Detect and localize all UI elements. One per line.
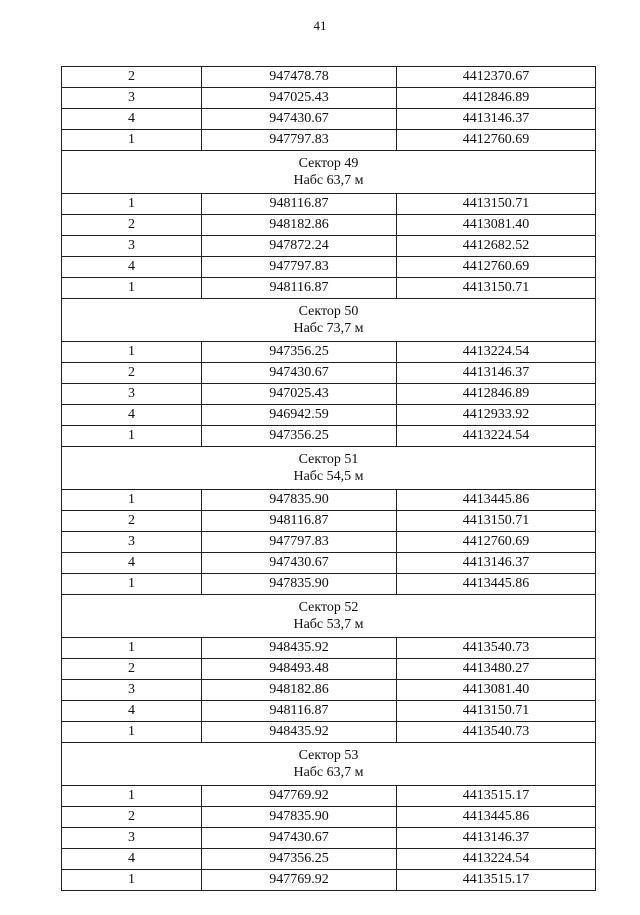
point-number-cell: 3	[62, 828, 202, 849]
point-number-cell: 3	[62, 384, 202, 405]
point-row	[62, 574, 596, 595]
point-row	[62, 67, 596, 88]
x-coordinate-cell: 948435.92	[202, 638, 397, 659]
point-number-cell: 3	[62, 680, 202, 701]
x-coordinate-cell: 947769.92	[202, 786, 397, 807]
y-coordinate-cell: 4413224.54	[397, 849, 596, 870]
point-number-cell: 4	[62, 849, 202, 870]
y-coordinate-cell: 4413224.54	[397, 342, 596, 363]
y-coordinate-cell: 4413081.40	[397, 215, 596, 236]
x-coordinate-cell: 948182.86	[202, 680, 397, 701]
sector-height: Набс 53,7 м	[293, 617, 364, 632]
point-number-cell: 4	[62, 109, 202, 130]
y-coordinate-cell: 4413445.86	[397, 490, 596, 511]
point-row	[62, 426, 596, 447]
point-row	[62, 490, 596, 511]
point-number-cell: 1	[62, 638, 202, 659]
sector-height: Набс 54,5 м	[293, 469, 364, 484]
x-coordinate-cell: 948435.92	[202, 722, 397, 743]
point-row	[62, 384, 596, 405]
coordinates-table	[61, 66, 596, 891]
y-coordinate-cell: 4413445.86	[397, 807, 596, 828]
x-coordinate-cell: 947797.83	[202, 257, 397, 278]
point-number-cell: 2	[62, 511, 202, 532]
point-row	[62, 638, 596, 659]
point-row	[62, 722, 596, 743]
point-number-cell: 4	[62, 405, 202, 426]
point-number-cell: 4	[62, 553, 202, 574]
point-number-cell: 1	[62, 278, 202, 299]
point-row	[62, 511, 596, 532]
point-number-cell: 1	[62, 490, 202, 511]
sector-title: Сектор 52	[298, 600, 359, 615]
point-number-cell: 1	[62, 574, 202, 595]
x-coordinate-cell: 947797.83	[202, 532, 397, 553]
point-number-cell: 2	[62, 659, 202, 680]
sector-header-row	[62, 743, 596, 786]
point-number-cell: 1	[62, 722, 202, 743]
y-coordinate-cell: 4413224.54	[397, 426, 596, 447]
x-coordinate-cell: 947797.83	[202, 130, 397, 151]
sector-title: Сектор 53	[298, 748, 359, 763]
point-number-cell: 2	[62, 67, 202, 88]
page-number: 41	[313, 18, 327, 33]
y-coordinate-cell: 4412846.89	[397, 88, 596, 109]
sector-header-cell	[62, 447, 596, 490]
point-row	[62, 828, 596, 849]
point-row	[62, 257, 596, 278]
point-number-cell: 3	[62, 88, 202, 109]
point-row	[62, 659, 596, 680]
point-row	[62, 236, 596, 257]
y-coordinate-cell: 4413150.71	[397, 194, 596, 215]
y-coordinate-cell: 4413150.71	[397, 511, 596, 532]
x-coordinate-cell: 947835.90	[202, 574, 397, 595]
y-coordinate-cell: 4413146.37	[397, 109, 596, 130]
x-coordinate-cell: 947025.43	[202, 384, 397, 405]
point-number-cell: 1	[62, 342, 202, 363]
y-coordinate-cell: 4413150.71	[397, 701, 596, 722]
y-coordinate-cell: 4413150.71	[397, 278, 596, 299]
x-coordinate-cell: 948116.87	[202, 511, 397, 532]
coordinates-table-body	[62, 67, 596, 891]
sector-title: Сектор 50	[298, 304, 359, 319]
x-coordinate-cell: 948116.87	[202, 701, 397, 722]
x-coordinate-cell: 948493.48	[202, 659, 397, 680]
point-number-cell: 1	[62, 130, 202, 151]
point-number-cell: 1	[62, 194, 202, 215]
point-row	[62, 405, 596, 426]
x-coordinate-cell: 947025.43	[202, 88, 397, 109]
point-number-cell: 2	[62, 363, 202, 384]
point-number-cell: 2	[62, 807, 202, 828]
point-row	[62, 130, 596, 151]
y-coordinate-cell: 4413146.37	[397, 363, 596, 384]
y-coordinate-cell: 4413146.37	[397, 828, 596, 849]
y-coordinate-cell: 4412760.69	[397, 130, 596, 151]
point-row	[62, 849, 596, 870]
sector-header-row	[62, 151, 596, 194]
point-row	[62, 109, 596, 130]
point-number-cell: 4	[62, 257, 202, 278]
sector-title: Сектор 49	[298, 156, 359, 171]
y-coordinate-cell: 4413445.86	[397, 574, 596, 595]
point-number-cell: 4	[62, 701, 202, 722]
y-coordinate-cell: 4413480.27	[397, 659, 596, 680]
y-coordinate-cell: 4412370.67	[397, 67, 596, 88]
x-coordinate-cell: 947835.90	[202, 807, 397, 828]
x-coordinate-cell: 947430.67	[202, 363, 397, 384]
y-coordinate-cell: 4412760.69	[397, 257, 596, 278]
sector-height: Набс 63,7 м	[293, 765, 364, 780]
point-row	[62, 553, 596, 574]
x-coordinate-cell: 947769.92	[202, 870, 397, 891]
point-number-cell: 2	[62, 215, 202, 236]
sector-header-cell	[62, 151, 596, 194]
x-coordinate-cell: 948182.86	[202, 215, 397, 236]
y-coordinate-cell: 4412682.52	[397, 236, 596, 257]
sector-height: Набс 63,7 м	[293, 173, 364, 188]
point-row	[62, 342, 596, 363]
y-coordinate-cell: 4413081.40	[397, 680, 596, 701]
sector-header-row	[62, 447, 596, 490]
y-coordinate-cell: 4413515.17	[397, 870, 596, 891]
x-coordinate-cell: 947356.25	[202, 426, 397, 447]
x-coordinate-cell: 948116.87	[202, 194, 397, 215]
sector-header-cell	[62, 299, 596, 342]
x-coordinate-cell: 947835.90	[202, 490, 397, 511]
point-row	[62, 215, 596, 236]
y-coordinate-cell: 4412933.92	[397, 405, 596, 426]
point-row	[62, 701, 596, 722]
y-coordinate-cell: 4413515.17	[397, 786, 596, 807]
point-row	[62, 194, 596, 215]
y-coordinate-cell: 4412760.69	[397, 532, 596, 553]
sector-header-row	[62, 595, 596, 638]
x-coordinate-cell: 947430.67	[202, 828, 397, 849]
y-coordinate-cell: 4413540.73	[397, 638, 596, 659]
point-row	[62, 278, 596, 299]
y-coordinate-cell: 4413540.73	[397, 722, 596, 743]
point-row	[62, 88, 596, 109]
point-number-cell: 1	[62, 870, 202, 891]
x-coordinate-cell: 947430.67	[202, 553, 397, 574]
point-row	[62, 786, 596, 807]
sector-header-cell	[62, 743, 596, 786]
point-row	[62, 870, 596, 891]
x-coordinate-cell: 947478.78	[202, 67, 397, 88]
point-number-cell: 3	[62, 532, 202, 553]
x-coordinate-cell: 947356.25	[202, 342, 397, 363]
x-coordinate-cell: 947430.67	[202, 109, 397, 130]
x-coordinate-cell: 946942.59	[202, 405, 397, 426]
sector-title: Сектор 51	[298, 452, 359, 467]
point-number-cell: 3	[62, 236, 202, 257]
point-row	[62, 532, 596, 553]
y-coordinate-cell: 4412846.89	[397, 384, 596, 405]
point-row	[62, 363, 596, 384]
point-row	[62, 807, 596, 828]
point-number-cell: 1	[62, 426, 202, 447]
x-coordinate-cell: 947356.25	[202, 849, 397, 870]
sector-header-row	[62, 299, 596, 342]
x-coordinate-cell: 948116.87	[202, 278, 397, 299]
point-row	[62, 680, 596, 701]
x-coordinate-cell: 947872.24	[202, 236, 397, 257]
sector-height: Набс 73,7 м	[293, 321, 364, 336]
point-number-cell: 1	[62, 786, 202, 807]
y-coordinate-cell: 4413146.37	[397, 553, 596, 574]
sector-header-cell	[62, 595, 596, 638]
